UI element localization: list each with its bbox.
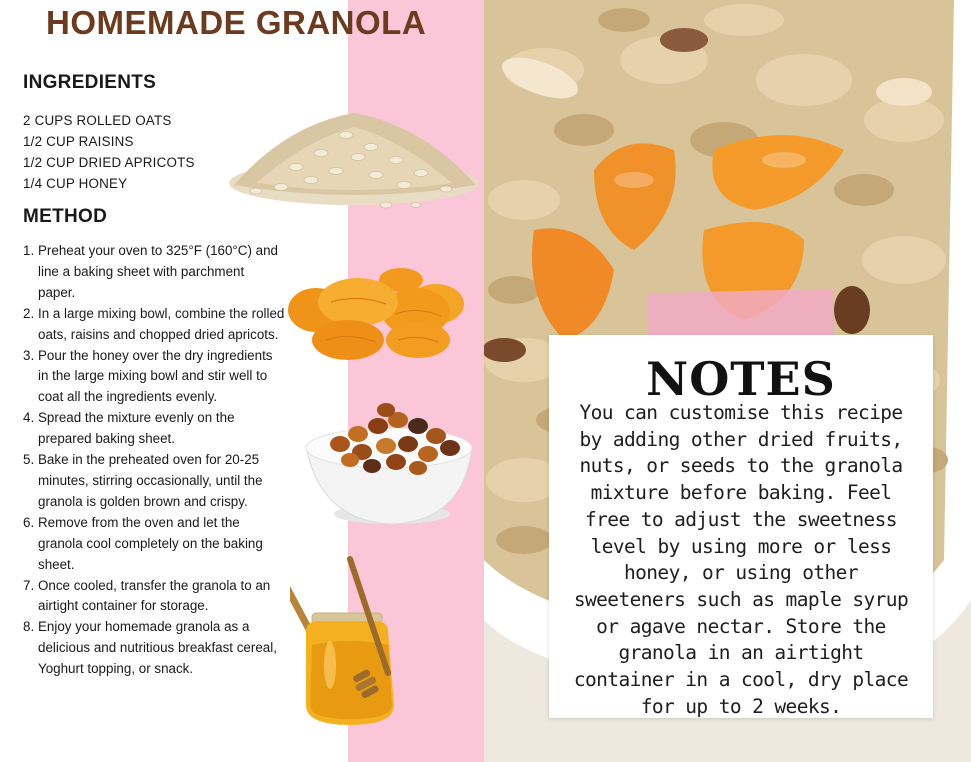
notes-title: NOTES [646,352,836,406]
method-step-text: Once cooled, transfer the granola to an airtight container for storage. [38,577,271,614]
method-step-text: Enjoy your homemade granola as a delicious and nutritious breakfast cereal, Yoghurt topping, or snack. [38,619,277,677]
ingredients-list [23,110,195,194]
method-steps [23,241,285,680]
ingredient-item: 2 CUPS ROLLED OATS [23,113,172,128]
ingredient-item: 1/2 CUP DRIED APRICOTS [23,155,195,170]
method-step-text: Bake in the preheated oven for 20-25 minutes, stirring occasionally, until the granola is golden brown and crispy. [38,452,263,509]
method-step-text: Pour the honey over the dry ingredients in the large mixing bowl and stir well to coat all the ingredients evenly. [38,347,273,405]
ingredients-heading: INGREDIENTS [23,72,157,93]
raisins-bowl-image [300,396,476,532]
method-step-text: Spread the mixture evenly on the prepared baking sheet. [38,410,235,447]
honey-jar-image [290,555,410,730]
method-step: 3. Pour the honey over the dry ingredients in the large mixing bowl and stir well to coat all the ingredients evenly. [23,347,273,405]
method-step: 1. Preheat your oven to 325°F (160°C) and line a baking sheet with parchment paper. [23,243,278,300]
method-step-text: In a large mixing bowl, combine the rolled oats, raisins and chopped dried apricots. [38,305,285,342]
ingredient-item: 1/2 CUP RAISINS [23,134,134,149]
dried-apricots-image [286,262,476,370]
method-heading: METHOD [23,206,108,227]
rolled-oats-image [226,105,482,215]
method-step-text: Remove from the oven and let the granola cool completely on the baking sheet. [38,514,263,572]
notes-text: You can customise this recipe by adding other dried fruits, nuts, or seeds to the granola mixture before baking. Feel free to adjust the sweetness level by using more or less honey, or using other sweeteners such as maple syrup or agave nectar. Store the granola in an airtight container in a cool, dry place for up to 2 weeks. [573,401,909,718]
method-step-text: Preheat your oven to 325°F (160°C) and line a baking sheet with parchment paper. [38,243,278,300]
method-step: 6. Remove from the oven and let the granola cool completely on the baking sheet. [23,514,263,572]
ingredient-item: 1/4 CUP HONEY [23,176,128,191]
method-step: 7. Once cooled, transfer the granola to an airtight container for storage. [23,577,271,614]
method-step: 5. Bake in the preheated oven for 20-25 minutes, stirring occasionally, until the granola is golden brown and crispy. [23,452,263,509]
method-step: 4. Spread the mixture evenly on the prepared baking sheet. [23,410,235,447]
method-step: 8. Enjoy your homemade granola as a delicious and nutritious breakfast cereal, Yoghurt topping, or snack. [23,619,277,677]
method-step: 2. In a large mixing bowl, combine the rolled oats, raisins and chopped dried apricots. [23,305,285,342]
page-title: HOMEMADE GRANOLA [46,4,427,41]
